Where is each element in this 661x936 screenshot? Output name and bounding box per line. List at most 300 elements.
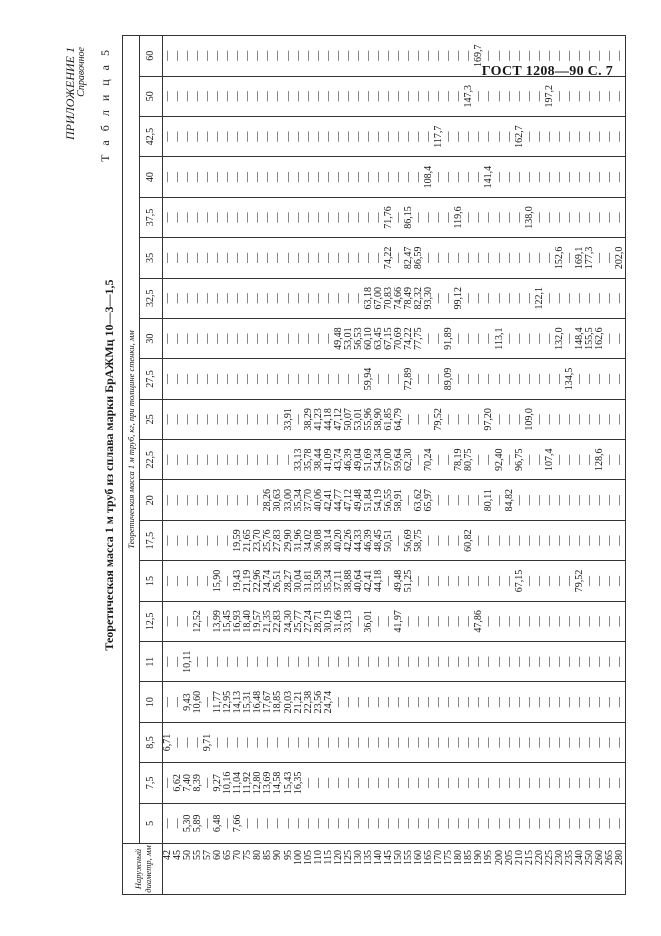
mass-cell: 35,34 xyxy=(324,561,334,601)
mass-cell: — xyxy=(565,238,575,278)
mass-cell: — xyxy=(545,520,555,560)
mass-cell: — xyxy=(484,440,494,480)
mass-cell: — xyxy=(424,76,434,116)
mass-cell: — xyxy=(193,642,203,682)
mass-cell: 56,53 xyxy=(354,318,364,358)
mass-cell: — xyxy=(163,76,174,116)
mass-cell: — xyxy=(273,318,283,358)
mass-cell: — xyxy=(173,399,183,439)
mass-cell: — xyxy=(314,36,324,77)
mass-cell: 128,6 xyxy=(595,440,605,480)
mass-cell: — xyxy=(575,76,585,116)
thickness-header-cell: 27,5 xyxy=(140,359,163,399)
mass-cell: — xyxy=(495,238,505,278)
mass-cell: — xyxy=(223,722,233,762)
mass-cell: — xyxy=(424,116,434,156)
thickness-header-cell: 15 xyxy=(140,561,163,601)
mass-cell: — xyxy=(575,116,585,156)
mass-cell: — xyxy=(595,36,605,77)
thickness-header-cell: 7,5 xyxy=(140,763,163,803)
mass-cell: — xyxy=(495,520,505,560)
mass-cell: — xyxy=(615,561,626,601)
mass-cell: 61,85 xyxy=(384,399,394,439)
mass-cell: — xyxy=(223,238,233,278)
mass-cell: — xyxy=(334,76,344,116)
mass-cell: — xyxy=(464,278,474,318)
diameter-cell: 110 xyxy=(314,844,324,895)
mass-cell: — xyxy=(404,480,414,520)
mass-cell: — xyxy=(565,440,575,480)
mass-cell: — xyxy=(615,722,626,762)
mass-cell: 23,56 xyxy=(314,682,324,722)
mass-cell: — xyxy=(424,682,434,722)
mass-cell: — xyxy=(193,722,203,762)
mass-cell: 67,15 xyxy=(515,561,525,601)
mass-cell: — xyxy=(364,157,374,197)
mass-cell: — xyxy=(525,116,535,156)
diameter-cell: 115 xyxy=(324,844,334,895)
mass-cell: 46,39 xyxy=(344,440,354,480)
mass-cell: 86,15 xyxy=(404,197,414,237)
mass-cell: — xyxy=(495,480,505,520)
mass-cell: — xyxy=(515,36,525,77)
mass-cell: — xyxy=(555,601,565,641)
mass-cell: — xyxy=(404,76,414,116)
table-row xyxy=(545,36,555,895)
mass-cell: 30,63 xyxy=(273,480,283,520)
mass-cell: — xyxy=(404,36,414,77)
mass-cell: — xyxy=(515,238,525,278)
mass-cell: 47,12 xyxy=(344,480,354,520)
mass-cell: — xyxy=(394,722,404,762)
thickness-header-row xyxy=(140,36,163,895)
mass-cell: — xyxy=(193,238,203,278)
mass-cell: — xyxy=(444,803,454,843)
mass-cell: 25,77 xyxy=(294,601,304,641)
mass-cell: — xyxy=(565,399,575,439)
mass-cell: — xyxy=(585,722,595,762)
mass-cell: — xyxy=(464,359,474,399)
mass-cell: — xyxy=(243,359,253,399)
mass-cell: — xyxy=(605,440,615,480)
mass-cell: — xyxy=(434,278,444,318)
mass-cell: — xyxy=(203,76,213,116)
mass-cell: — xyxy=(615,399,626,439)
mass-cell: 72,89 xyxy=(404,359,414,399)
mass-cell: — xyxy=(474,520,484,560)
mass-cell: — xyxy=(163,682,174,722)
mass-cell: — xyxy=(464,157,474,197)
mass-cell: — xyxy=(474,238,484,278)
mass-cell: — xyxy=(253,157,263,197)
mass-cell: 10,11 xyxy=(183,642,193,682)
mass-cell: 50,51 xyxy=(384,520,394,560)
mass-cell: — xyxy=(394,763,404,803)
mass-cell: — xyxy=(233,480,243,520)
mass-cell: — xyxy=(173,803,183,843)
mass-cell: — xyxy=(424,359,434,399)
mass-cell: — xyxy=(203,440,213,480)
mass-cell: — xyxy=(243,157,253,197)
mass-cell: — xyxy=(595,803,605,843)
mass-cell: — xyxy=(334,116,344,156)
mass-cell: — xyxy=(163,561,174,601)
mass-cell: 59,94 xyxy=(364,359,374,399)
mass-cell: — xyxy=(263,197,273,237)
mass-cell: 138,0 xyxy=(525,197,535,237)
mass-cell: 50,07 xyxy=(344,399,354,439)
diameter-cell: 130 xyxy=(354,844,364,895)
mass-cell: — xyxy=(474,803,484,843)
table-row xyxy=(484,36,494,895)
mass-cell: — xyxy=(203,763,213,803)
mass-cell: — xyxy=(173,722,183,762)
table-row xyxy=(173,36,183,895)
mass-cell: — xyxy=(163,601,174,641)
mass-cell: — xyxy=(384,359,394,399)
mass-cell: 53,01 xyxy=(344,318,354,358)
mass-cell: 80,11 xyxy=(484,480,494,520)
mass-cell: — xyxy=(444,480,454,520)
mass-cell: 79,52 xyxy=(575,561,585,601)
mass-cell: — xyxy=(515,278,525,318)
mass-cell: — xyxy=(374,763,384,803)
mass-cell: 55,96 xyxy=(364,399,374,439)
mass-cell: — xyxy=(253,116,263,156)
mass-cell: — xyxy=(394,116,404,156)
mass-cell: — xyxy=(575,197,585,237)
thickness-header-cell: 60 xyxy=(140,36,163,77)
diameter-cell: 205 xyxy=(505,844,515,895)
mass-cell: — xyxy=(545,36,555,77)
mass-cell: — xyxy=(284,197,294,237)
mass-cell: 24,30 xyxy=(284,601,294,641)
mass-cell: — xyxy=(334,682,344,722)
mass-cell: — xyxy=(163,197,174,237)
mass-cell: — xyxy=(555,197,565,237)
mass-cell: — xyxy=(434,480,444,520)
mass-cell: — xyxy=(615,318,626,358)
mass-cell: 202,0 xyxy=(615,238,626,278)
mass-cell: — xyxy=(424,601,434,641)
mass-cell: — xyxy=(515,480,525,520)
diameter-column-header: Наружный диаметр, мм xyxy=(123,844,163,895)
mass-cell: — xyxy=(515,682,525,722)
mass-cell: — xyxy=(565,480,575,520)
mass-cell: — xyxy=(163,278,174,318)
mass-cell: — xyxy=(424,722,434,762)
mass-cell: — xyxy=(444,682,454,722)
mass-cell: — xyxy=(354,36,364,77)
mass-cell: 56,55 xyxy=(384,480,394,520)
mass-cell: — xyxy=(605,561,615,601)
table-row xyxy=(213,36,223,895)
mass-cell: — xyxy=(374,36,384,77)
mass-cell: — xyxy=(294,399,304,439)
mass-cell: — xyxy=(223,197,233,237)
mass-cell: 16,93 xyxy=(233,601,243,641)
mass-cell: — xyxy=(505,601,515,641)
mass-cell: — xyxy=(585,76,595,116)
mass-cell: — xyxy=(163,399,174,439)
mass-cell: — xyxy=(364,238,374,278)
mass-cell: — xyxy=(163,36,174,77)
mass-cell: — xyxy=(324,642,334,682)
mass-cell: — xyxy=(173,318,183,358)
mass-cell: — xyxy=(233,318,243,358)
mass-cell: — xyxy=(575,399,585,439)
mass-cell: 15,90 xyxy=(213,561,223,601)
mass-cell: — xyxy=(434,803,444,843)
mass-cell: — xyxy=(284,36,294,77)
mass-cell: — xyxy=(193,440,203,480)
mass-cell: 31,81 xyxy=(304,561,314,601)
mass-cell: — xyxy=(414,722,424,762)
table-row xyxy=(263,36,273,895)
mass-cell: — xyxy=(505,116,515,156)
table-row xyxy=(203,36,213,895)
mass-cell: — xyxy=(585,278,595,318)
mass-cell: — xyxy=(294,36,304,77)
mass-cell: — xyxy=(505,76,515,116)
mass-cell: — xyxy=(253,642,263,682)
mass-cell: 40,20 xyxy=(334,520,344,560)
mass-cell: — xyxy=(444,157,454,197)
mass-cell: — xyxy=(414,157,424,197)
mass-cell: — xyxy=(163,763,174,803)
mass-cell: — xyxy=(555,36,565,77)
mass-cell: — xyxy=(354,722,364,762)
mass-cell: — xyxy=(223,399,233,439)
mass-cell: — xyxy=(344,76,354,116)
mass-cell: — xyxy=(615,520,626,560)
mass-cell: 19,57 xyxy=(253,601,263,641)
mass-cell: — xyxy=(324,116,334,156)
mass-cell: — xyxy=(253,278,263,318)
mass-cell: — xyxy=(384,116,394,156)
mass-cell: 78,19 xyxy=(454,440,464,480)
thickness-group-header: Теоретическая масса 1 м труб, кг, при толщине стенки, мм xyxy=(123,36,140,844)
mass-cell: 58,75 xyxy=(414,520,424,560)
mass-cell: — xyxy=(505,318,515,358)
mass-cell: 5,89 xyxy=(193,803,203,843)
mass-cell: — xyxy=(495,116,505,156)
mass-cell: — xyxy=(193,520,203,560)
mass-cell: — xyxy=(615,278,626,318)
mass-cell: — xyxy=(314,238,324,278)
mass-cell: 44,18 xyxy=(324,399,334,439)
mass-cell: — xyxy=(444,440,454,480)
mass-cell: 47,12 xyxy=(334,399,344,439)
mass-cell: — xyxy=(263,722,273,762)
mass-cell: — xyxy=(404,399,414,439)
mass-cell: 99,12 xyxy=(454,278,464,318)
mass-cell: 60,10 xyxy=(364,318,374,358)
mass-cell: — xyxy=(203,480,213,520)
mass-cell: — xyxy=(193,116,203,156)
mass-cell: — xyxy=(263,116,273,156)
mass-cell: — xyxy=(615,116,626,156)
mass-cell: 31,96 xyxy=(294,520,304,560)
mass-cell: 20,03 xyxy=(284,682,294,722)
mass-cell: 28,27 xyxy=(284,561,294,601)
mass-cell: — xyxy=(615,359,626,399)
mass-cell: — xyxy=(273,197,283,237)
mass-cell: — xyxy=(344,238,354,278)
mass-cell: — xyxy=(545,642,555,682)
mass-cell: 33,13 xyxy=(344,601,354,641)
mass-cell: — xyxy=(384,763,394,803)
mass-cell: — xyxy=(414,116,424,156)
mass-cell: 28,26 xyxy=(263,480,273,520)
mass-cell: 58,91 xyxy=(394,480,404,520)
mass-cell: 12,52 xyxy=(193,601,203,641)
mass-cell: 53,01 xyxy=(354,399,364,439)
mass-cell: — xyxy=(595,520,605,560)
mass-cell: — xyxy=(515,76,525,116)
mass-cell: — xyxy=(545,803,555,843)
mass-cell: — xyxy=(424,238,434,278)
mass-cell: — xyxy=(314,803,324,843)
mass-cell: 8,39 xyxy=(193,763,203,803)
mass-cell: — xyxy=(424,520,434,560)
mass-cell: — xyxy=(585,642,595,682)
mass-cell: — xyxy=(424,763,434,803)
mass-cell: — xyxy=(163,803,174,843)
mass-cell: — xyxy=(484,197,494,237)
diameter-cell: 100 xyxy=(294,844,304,895)
mass-cell: — xyxy=(605,399,615,439)
mass-cell: — xyxy=(575,520,585,560)
mass-cell: — xyxy=(183,480,193,520)
mass-cell: 15,31 xyxy=(243,682,253,722)
mass-cell: 63,18 xyxy=(364,278,374,318)
mass-cell: — xyxy=(324,76,334,116)
mass-cell: — xyxy=(595,399,605,439)
mass-cell: — xyxy=(203,520,213,560)
mass-cell: 64,79 xyxy=(394,399,404,439)
mass-cell: — xyxy=(404,642,414,682)
mass-cell: — xyxy=(314,197,324,237)
mass-cell: — xyxy=(374,116,384,156)
mass-cell: — xyxy=(605,36,615,77)
mass-cell: — xyxy=(555,561,565,601)
mass-cell: — xyxy=(314,359,324,399)
mass-cell: — xyxy=(304,36,314,77)
mass-cell: — xyxy=(243,278,253,318)
mass-cell: 15,45 xyxy=(223,601,233,641)
mass-cell: 58,90 xyxy=(374,399,384,439)
mass-cell: — xyxy=(414,642,424,682)
mass-cell: — xyxy=(575,440,585,480)
mass-cell: — xyxy=(585,682,595,722)
mass-cell: — xyxy=(535,722,545,762)
mass-cell: — xyxy=(484,803,494,843)
mass-cell: — xyxy=(464,561,474,601)
mass-cell: — xyxy=(555,520,565,560)
mass-cell: 197,2 xyxy=(545,76,555,116)
mass-cell: — xyxy=(334,36,344,77)
mass-cell: — xyxy=(284,116,294,156)
appendix-reference-note: Справочное xyxy=(76,47,87,97)
mass-cell: — xyxy=(605,116,615,156)
mass-cell: — xyxy=(273,36,283,77)
mass-cell: — xyxy=(253,318,263,358)
mass-cell: 24,74 xyxy=(263,561,273,601)
mass-cell: — xyxy=(434,520,444,560)
mass-cell: 19,59 xyxy=(233,520,243,560)
mass-cell: — xyxy=(354,642,364,682)
mass-cell: — xyxy=(344,763,354,803)
diameter-cell: 240 xyxy=(575,844,585,895)
mass-cell: 21,21 xyxy=(294,682,304,722)
table-row xyxy=(243,36,253,895)
mass-cell: — xyxy=(173,601,183,641)
mass-cell: 60,82 xyxy=(464,520,474,560)
mass-cell: — xyxy=(454,682,464,722)
mass-cell: 67,15 xyxy=(384,318,394,358)
mass-cell: 82,47 xyxy=(404,238,414,278)
table-row xyxy=(434,36,444,895)
mass-cell: — xyxy=(605,642,615,682)
diameter-cell: 215 xyxy=(525,844,535,895)
mass-cell: — xyxy=(565,682,575,722)
mass-cell: — xyxy=(304,359,314,399)
mass-cell: — xyxy=(213,480,223,520)
diameter-cell: 57 xyxy=(203,844,213,895)
mass-cell: 21,35 xyxy=(263,601,273,641)
diameter-cell: 210 xyxy=(515,844,525,895)
mass-cell: — xyxy=(464,763,474,803)
diameter-cell: 225 xyxy=(545,844,555,895)
mass-cell: — xyxy=(284,76,294,116)
mass-cell: 29,90 xyxy=(284,520,294,560)
mass-cell: — xyxy=(464,318,474,358)
thickness-header-cell: 32,5 xyxy=(140,278,163,318)
mass-cell: — xyxy=(183,157,193,197)
diameter-cell: 150 xyxy=(394,844,404,895)
mass-cell: — xyxy=(324,157,334,197)
mass-cell: 41,09 xyxy=(324,440,334,480)
mass-cell: — xyxy=(505,238,515,278)
mass-cell: — xyxy=(314,722,324,762)
mass-cell: — xyxy=(364,36,374,77)
mass-cell: — xyxy=(555,763,565,803)
mass-cell: — xyxy=(253,399,263,439)
mass-cell: — xyxy=(464,601,474,641)
mass-cell: 141,4 xyxy=(484,157,494,197)
mass-cell: — xyxy=(535,480,545,520)
mass-cell: — xyxy=(173,682,183,722)
mass-cell: — xyxy=(565,520,575,560)
mass-cell: — xyxy=(515,520,525,560)
mass-cell: — xyxy=(304,318,314,358)
mass-cell: — xyxy=(304,763,314,803)
diameter-cell: 220 xyxy=(535,844,545,895)
mass-cell: — xyxy=(474,722,484,762)
mass-cell: — xyxy=(233,238,243,278)
mass-cell: 22,38 xyxy=(304,682,314,722)
mass-cell: — xyxy=(273,116,283,156)
mass-cell: — xyxy=(213,318,223,358)
mass-cell: — xyxy=(334,359,344,399)
mass-cell: 22,83 xyxy=(273,601,283,641)
mass-cell: 40,06 xyxy=(314,480,324,520)
mass-cell: — xyxy=(535,116,545,156)
mass-cell: — xyxy=(203,601,213,641)
mass-cell: — xyxy=(213,722,223,762)
mass-cell: — xyxy=(213,440,223,480)
